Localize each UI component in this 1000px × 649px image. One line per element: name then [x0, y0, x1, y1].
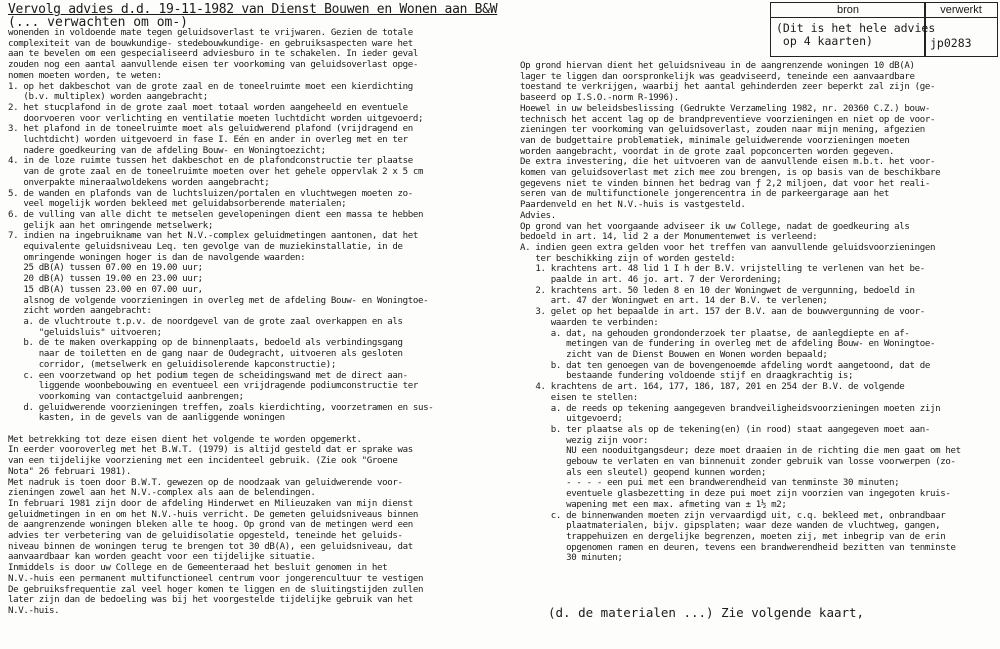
- text-line: 6. de vulling van alle dicht te metselen gevelopeningen dient een massa te hebben: [8, 209, 424, 220]
- text-line: 25 dB(A) tussen 07.00 en 19.00 uur;: [8, 263, 203, 274]
- text-line: N.V.-huis een permanent multifunctioneel centrum voor jongerencultuur te vestigen: [8, 573, 424, 584]
- text-line: De gebruiksfrequentie zal veel hoger komen te liggen en de sluitingstijden zullen: [8, 584, 424, 595]
- text-line: art. 47 der Woningwet en art. 14 der B.V. te verlenen;: [520, 296, 828, 307]
- text-line: zieningen zowel aan het N.V.-complex als aan de belendingen.: [8, 488, 316, 499]
- text-line: gelijk aan het omringende metselwerk;: [8, 220, 213, 231]
- text-line: onverpakte mineraalwoldekens worden aangebracht;: [8, 177, 270, 188]
- text-line: luchtdicht) worden uitgevoerd in fase I. Eén en ander in overleg met en ter: [8, 135, 408, 146]
- closing-note: (d. de materialen ...) Zie volgende kaart,: [548, 605, 865, 620]
- text-line: veel mogelijk worden bekleed met geluidabsorberende materialen;: [8, 199, 347, 210]
- text-line: 2. het stucplafond in de grote zaal moet totaal worden aangeheeld en eventuele: [8, 102, 408, 113]
- text-line: 3. het plafond in de toneelruimte moet als geluidwerend plafond (vrijdragend en: [8, 124, 413, 135]
- archive-code: jp0283: [930, 36, 972, 50]
- text-line: trappehuizen en dergelijke begrenzen, moeten zij, met inbegrip van de erin: [520, 531, 946, 542]
- text-line: NU een nooduitgangsdeur; deze moet draaien in de richting die men gaat om het: [520, 446, 961, 457]
- text-line: gebouw te verlaten en van binnenuit zonder gebruik van losse voorwerpen (zo-: [520, 457, 956, 468]
- text-line: technisch het accent lag op de brandpreventieve voorzieningen en niet op de voor-: [520, 114, 936, 125]
- text-line: nomen moeten worden, te weten:: [8, 70, 162, 81]
- text-line: a. de reeds op tekening aangegeven brandveiligheidsvoorzieningen moeten zijn: [520, 403, 941, 414]
- text-line: wezig zijn voor:: [520, 435, 649, 446]
- text-line: zouden nog een aantal aanvullende eisen ter voorkoming van geluidsoverlast opge-: [8, 60, 418, 71]
- text-line: 15 dB(A) tussen 23.00 en 07.00 uur,: [8, 284, 203, 295]
- text-line: 1. op het dakbeschot van de grote zaal en de toneelruimte moet een kierdichting: [8, 81, 413, 92]
- text-line: bestaande fundering voldoende stijf en draagkrachtig is;: [520, 371, 854, 382]
- text-line: [8, 424, 503, 435]
- text-line: Op grond van het voorgaande adviseer ik uw College, nadat de goedkeuring als: [520, 221, 910, 232]
- text-line: eisen te stellen:: [520, 392, 638, 403]
- text-line: A. indien geen extra gelden voor het treffen van aanvullende geluidsvoorzieningen: [520, 242, 936, 253]
- text-line: b. de te maken overkapping op de binnenplaats, bedoeld als verbindingsgang: [8, 338, 403, 349]
- right-column-text: [520, 61, 995, 564]
- document-title: Vervolg advies d.d. 19-11-1982 van Dienst Bouwen en Wonen aan B&W: [8, 2, 498, 17]
- text-line: doorvoeren voor verlichting en ventilatie moeten luchtdicht worden uitgevoerd;: [8, 113, 424, 124]
- text-line: ter beschikking zijn of worden gesteld:: [520, 253, 736, 264]
- text-line: waarden te verbinden:: [520, 317, 659, 328]
- text-line: 1. krachtens art. 48 lid 1 I h der B.V. vrijstelling te verlenen van het be-: [520, 264, 925, 275]
- document-subtitle: (... verwachten om om-): [8, 15, 189, 30]
- text-line: opgenomen ramen en deuren, tevens een brandwerendheid bezitten van tenminste: [520, 542, 956, 553]
- text-line: van de grote zaal en de toneelruimte moeten over het gehele oppervlak 2 x 5 cm: [8, 167, 424, 178]
- text-line: worden aangebracht, voordat in de grote zaal popconcerten worden gegeven.: [520, 146, 895, 157]
- text-line: aanvaardbaar kan worden geacht voor een tijdelijke situatie.: [8, 552, 316, 563]
- text-line: bedoeld in art. 14, lid 2 a der Monumentenwet is verleend:: [520, 232, 818, 243]
- text-line: toestand te verkrijgen, waarbij het aantal gehinderden zeer beperkt zal zijn (ge-: [520, 82, 936, 93]
- text-line: equivalente geluidsniveau Leq. ten gevolge van de muziekinstallatie, in de: [8, 242, 403, 253]
- text-line: zicht van de Dienst Bouwen en Wonen worden bepaald;: [520, 349, 828, 360]
- text-line: 20 dB(A) tussen 19.00 en 23.00 uur;: [8, 274, 203, 285]
- text-line: a. de vluchtroute t.p.v. de noordgevel van de grote zaal overkappen en als: [8, 316, 403, 327]
- source-column-header: bron: [770, 2, 926, 18]
- text-line: plaatmaterialen, bijv. gipsplaten; waar deze wanden de vluchtweg, gangen,: [520, 521, 941, 532]
- text-line: niveau binnen de woningen terug te brengen tot 30 dB(A), een geluidsniveau, dat: [8, 541, 413, 552]
- text-line: - - - - een pui met een brandwerendheid van tenminste 30 minuten;: [520, 478, 900, 489]
- text-line: De extra investering, die het uitvoeren van de aanvullende eisen m.b.t. het voor-: [520, 157, 936, 168]
- text-line: alsnog de volgende voorzieningen in overleg met de afdeling Bouw- en Woningtoe-: [8, 295, 429, 306]
- text-line: gegevens niet te vinden binnen het bedrag van ƒ 2,2 miljoen, dat voor het reali-: [520, 178, 930, 189]
- text-line: kasten, in de gevels van de aanliggende woningen: [8, 413, 285, 424]
- text-line: a. dat, na gehouden grondonderzoek ter plaatse, de aanlegdiepte en af-: [520, 328, 910, 339]
- text-line: "geluidsluis" uitvoeren;: [8, 327, 162, 338]
- handwritten-note: (Dit is het hele advies op 4 kaarten): [776, 21, 936, 48]
- text-line: Paardenveld en het N.V.-huis is vastgesteld.: [520, 200, 746, 211]
- text-line: In eerder vooroverleg met het B.W.T. (1979) is altijd gesteld dat er sprake was: [8, 445, 413, 456]
- text-line: 4. in de loze ruimte tussen het dakbeschot en de plafondconstructie ter plaatse: [8, 156, 413, 167]
- text-line: d. geluidwerende voorzieningen treffen, zoals kierdichting, voorzetramen en sus-: [8, 402, 434, 413]
- text-line: voorkoming van contactgeluid aanbrengen;: [8, 391, 244, 402]
- text-line: Inmiddels is door uw College en de Gemeenteraad het besluit genomen in het: [8, 563, 388, 574]
- text-line: liggende woonbebouwing en eventueel een vrijdragende podiumconstructie ter: [8, 381, 418, 392]
- text-line: b. dat ten genoegen van de bovengenoemde afdeling wordt aangetoond, dat de: [520, 360, 930, 371]
- text-line: van de budgettaire problematiek, minimale geluidwerende voorzieningen moeten: [520, 135, 910, 146]
- text-line: wapening met een max. afmeting van ± 1½ m2;: [520, 499, 787, 510]
- text-line: 7. indien na ingebruikname van het N.V.-complex geluidmetingen aantonen, dat het: [8, 231, 418, 242]
- text-line: komen van geluidsoverlast met zich mee zou brengen, is op basis van de beschikbare: [520, 168, 941, 179]
- text-line: baseerd op I.S.O.-norm R-1996).: [520, 93, 679, 104]
- text-line: omringende woningen hoger is dan de navolgende waarden:: [8, 252, 306, 263]
- text-line: (b.v. multiplex) worden aangebracht;: [8, 92, 208, 103]
- text-line: de aangrenzende woningen bleken alle te hoog. Op grond van de metingen werd een: [8, 520, 413, 531]
- text-line: wonenden in voldoende mate tegen geluidsoverlast te vrijwaren. Gezien de totale: [8, 28, 413, 38]
- text-line: c. een voorzetwand op het podium tegen de scheidingswand met de direct aan-: [8, 370, 408, 381]
- text-line: paalde in art. 46 jo. art. 7 der Verordening;: [520, 275, 782, 286]
- text-line: uitgevoerd;: [520, 414, 623, 425]
- text-line: later zijn dan de bedoeling was bij het voorgestelde tijdelijke gebruik van het: [8, 595, 413, 606]
- text-line: 30 minuten;: [520, 553, 623, 564]
- text-line: aan te bevelen om een gespecialiseerd adviesburo in te schakelen. In ieder geval: [8, 49, 418, 60]
- text-line: geluidmetingen in en om het N.V.-huis verricht. De gemeten geluidsniveaus binnen: [8, 509, 418, 520]
- text-line: eventuele glasbezetting in deze pui moet zijn voorzien van ingegoten kruis-: [520, 489, 951, 500]
- text-line: zieningen ter voorkoming van geluidsoverlast, zouden naar mijn mening, afgezien: [520, 125, 925, 136]
- text-line: Met nadruk is toen door B.W.T. gewezen op de noodzaak van geluidwerende voor-: [8, 477, 403, 488]
- text-line: corridor, (metselwerk en geluidisolerende kapconstructie);: [8, 359, 336, 370]
- text-line: In februari 1981 zijn door de afdeling Hinderwet en Milieuzaken van mijn dienst: [8, 498, 413, 509]
- text-line: van een tijdelijke voorziening met een incidenteel gebruik. (Zie ook "Groene: [8, 456, 398, 467]
- text-line: metingen van de fundering in overleg met de afdeling Bouw- en Woningtoe-: [520, 339, 936, 350]
- left-column-text: [8, 28, 503, 617]
- processed-column-header: verwerkt: [924, 2, 998, 18]
- text-line: naar de toiletten en de gang naar de Oudegracht, uitvoeren als gesloten: [8, 349, 403, 360]
- text-line: Met betrekking tot deze eisen dient het volgende te worden opgemerkt.: [8, 434, 362, 445]
- text-line: nadere goedkeuring van de afdeling Bouw- en Woningtoezicht;: [8, 145, 326, 156]
- text-line: lager te liggen dan oorspronkelijk was geadviseerd, teneinde een aanvaardbare: [520, 71, 915, 82]
- text-line: seren van de multifunctionele jongerencentra in de parkeergarage aan het: [520, 189, 889, 200]
- text-line: zicht worden aangebracht:: [8, 306, 152, 317]
- text-line: b. ter plaatse als op de tekening(en) (in rood) staat aangegeven moet aan-: [520, 424, 930, 435]
- text-line: Nota" 26 februari 1981).: [8, 466, 131, 477]
- text-line: Advies.: [520, 210, 556, 221]
- text-line: 2. krachtens art. 50 leden 8 en 10 der Woningwet de vergunning, bedoeld in: [520, 285, 915, 296]
- text-line: complexiteit van de bouwkundige- stedebouwkundige- en gebruiksaspecten ware het: [8, 38, 413, 49]
- text-line: advies ter verbetering van de geluidisolatie opgesteld, teneinde het geluids-: [8, 531, 403, 542]
- text-line: N.V.-huis.: [8, 605, 60, 616]
- text-line: 4. krachtens de art. 164, 177, 186, 187, 201 en 254 der B.V. de volgende: [520, 382, 905, 393]
- text-line: 5. de wanden en plafonds van de luchtsluizen/portalen en vluchtwegen moeten zo-: [8, 188, 413, 199]
- text-line: als een sleutel) geopend kunnen worden;: [520, 467, 766, 478]
- text-line: Op grond hiervan dient het geluidsniveau in de aangrenzende woningen 10 dB(A): [520, 61, 915, 71]
- text-line: c. de binnenwanden moeten zijn vervaardigd uit, c.q. bekleed met, onbrandbaar: [520, 510, 946, 521]
- text-line: Hoewel in uw beleidsbeslissing (Gedrukte Verzameling 1982, nr. 20360 C.Z.) bouw-: [520, 103, 930, 114]
- text-line: 3. gelet op het bepaalde in art. 157 der B.V. aan de bouwvergunning de voor-: [520, 307, 925, 318]
